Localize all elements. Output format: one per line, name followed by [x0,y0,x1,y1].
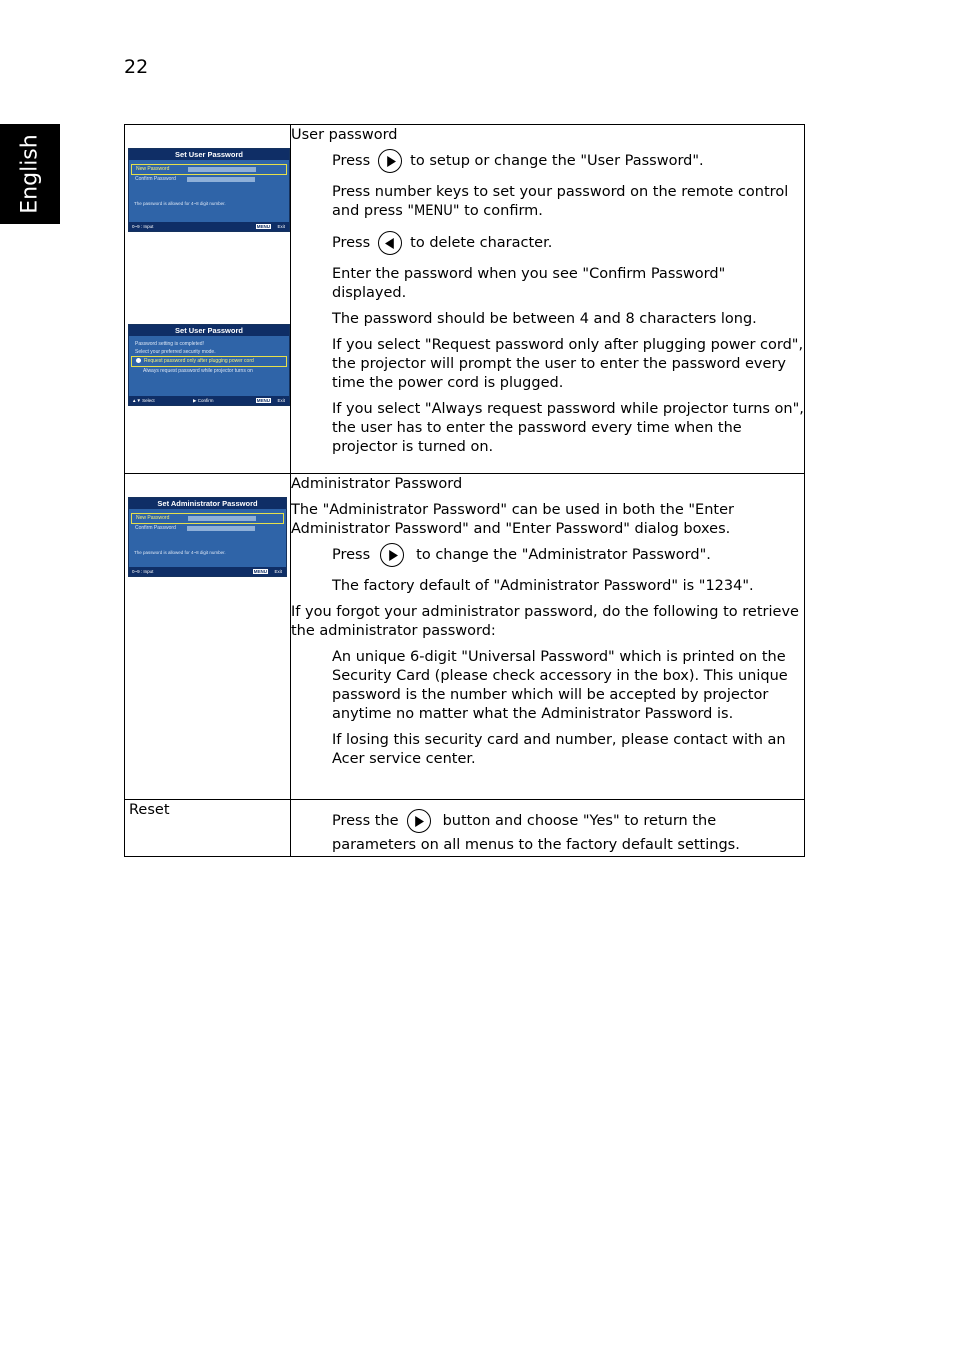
osd-line: Password setting is completed! [135,341,204,347]
right-arrow-button-icon [378,149,402,173]
osd-option-request-always [131,367,287,376]
osd-confirm-hint: Confirm [197,398,214,403]
press-right-line [332,146,804,176]
language-tab-label: English [17,134,43,214]
osd-new-password-label: New Password [136,515,170,521]
osd-footer [129,222,289,231]
osd-line: Select your preferred security mode. [135,349,216,355]
osd-input-hint: 0~9 : Input [132,569,154,574]
confirm-password-text: Enter the password when you see "Confirm Password" displayed. [332,266,726,301]
menu-key-icon: MENU [256,398,270,403]
length-text: The password should be between 4 and 8 characters long. [332,311,757,327]
press-left-line [332,228,804,258]
osd-option-label: Always request password while projector turns on [143,368,253,374]
osd-exit-hint: Exit [277,398,285,403]
press-text: Press [332,234,371,251]
menu-key-label: MENU [414,203,453,219]
osd-option-request-once [131,356,287,367]
osd-input-hint: 0~9 : Input [132,224,154,229]
right-arrow-button-icon [407,809,431,833]
reset-text-a: button and choose "Yes" to return the [442,812,717,829]
change-text: to change the "Administrator Password". [416,546,711,563]
osd-new-password-row [131,164,287,175]
osd-confirm-password-label: Confirm Password [135,176,176,182]
table-row-user-password [125,125,805,474]
left-arrow-button-icon [378,231,402,255]
check-icon [136,358,141,363]
osd-exit-hint: Exit [274,569,282,574]
press-text: Press [332,152,371,169]
reset-description [291,800,805,857]
osd-note: The password is allowed for 4~8 digit number. [134,201,226,206]
request-once-text: If you select "Request password only after plugging power cord", the projector will prompt the user to enter the password every time the power cord is plugged. [332,337,804,391]
reset-text-b: parameters on all menus to the factory default settings. [332,837,740,853]
forgot-text: If you forgot your administrator password, do the following to retrieve the administrator password: [291,604,799,639]
osd-set-admin-password [128,497,287,577]
osd-select-hint: Select [142,398,155,403]
request-always-text: If you select "Always request password while projector turns on", the user has to enter the password every time when the projector is turned on. [332,401,804,455]
osd-footer: ▲▼ Select ▶ Confirm MENU Exit [129,396,289,405]
settings-table [124,124,805,857]
number-keys-text: Press number keys to set your password on the remote control and press "MENU" to confirm. [332,184,789,219]
osd-user-password-mode [128,324,290,406]
admin-password-description [291,474,805,800]
factory-default-text: The factory default of "Administrator Password" is "1234". [332,578,754,594]
press-text: Press [332,546,371,563]
osd-title: Set User Password [129,149,289,160]
losing-card-text: If losing this security card and number, please contact with an Acer service center. [332,732,786,767]
osd-footer [129,567,286,576]
osd-title: Set Administrator Password [129,498,286,509]
setup-text: to setup or change the "User Password". [410,152,704,169]
osd-exit-hint: Exit [277,224,285,229]
osd-option-label: Request password only after plugging power cord [144,358,254,364]
osd-new-password-field [188,516,256,521]
osd-confirm-password-field [187,177,255,182]
delete-text: to delete character. [410,234,553,251]
reset-label-cell [125,800,291,857]
table-row-admin-password [125,474,805,800]
page-number: 22 [124,56,149,78]
right-arrow-button-icon [380,543,404,567]
admin-password-screen [125,474,291,800]
reset-label: Reset [129,802,170,818]
osd-new-password-field [188,167,256,172]
menu-key-icon: MENU [256,224,270,229]
table-row-reset [125,800,805,857]
osd-confirm-password-row [131,524,284,533]
osd-title: Set User Password [129,325,289,336]
osd-new-password-label: New Password [136,166,170,172]
press-text: Press the [332,812,399,829]
user-password-description [291,125,805,474]
admin-password-heading: Administrator Password [291,476,463,492]
osd-confirm-password-row [131,175,287,184]
press-right-admin-line [332,540,804,570]
osd-confirm-password-field [187,526,255,531]
user-password-screens [125,125,291,474]
osd-new-password-row [131,513,284,524]
osd-confirm-password-label: Confirm Password [135,525,176,531]
admin-intro-text: The "Administrator Password" can be used in both the "Enter Administrator Password" and "Enter Password" dialog boxes. [291,502,734,537]
osd-set-user-password [128,148,290,232]
osd-note: The password is allowed for 4~8 digit number. [134,550,226,555]
reset-press-line [332,806,804,836]
universal-password-text: An unique 6-digit "Universal Password" which is printed on the Security Card (please check accessory in the box). This unique password is the number which will be accepted by projector anytime no matter what the Administrator Password is. [332,649,788,722]
user-password-heading: User password [291,127,398,143]
menu-key-icon: MENU [253,569,267,574]
language-tab [0,124,60,224]
